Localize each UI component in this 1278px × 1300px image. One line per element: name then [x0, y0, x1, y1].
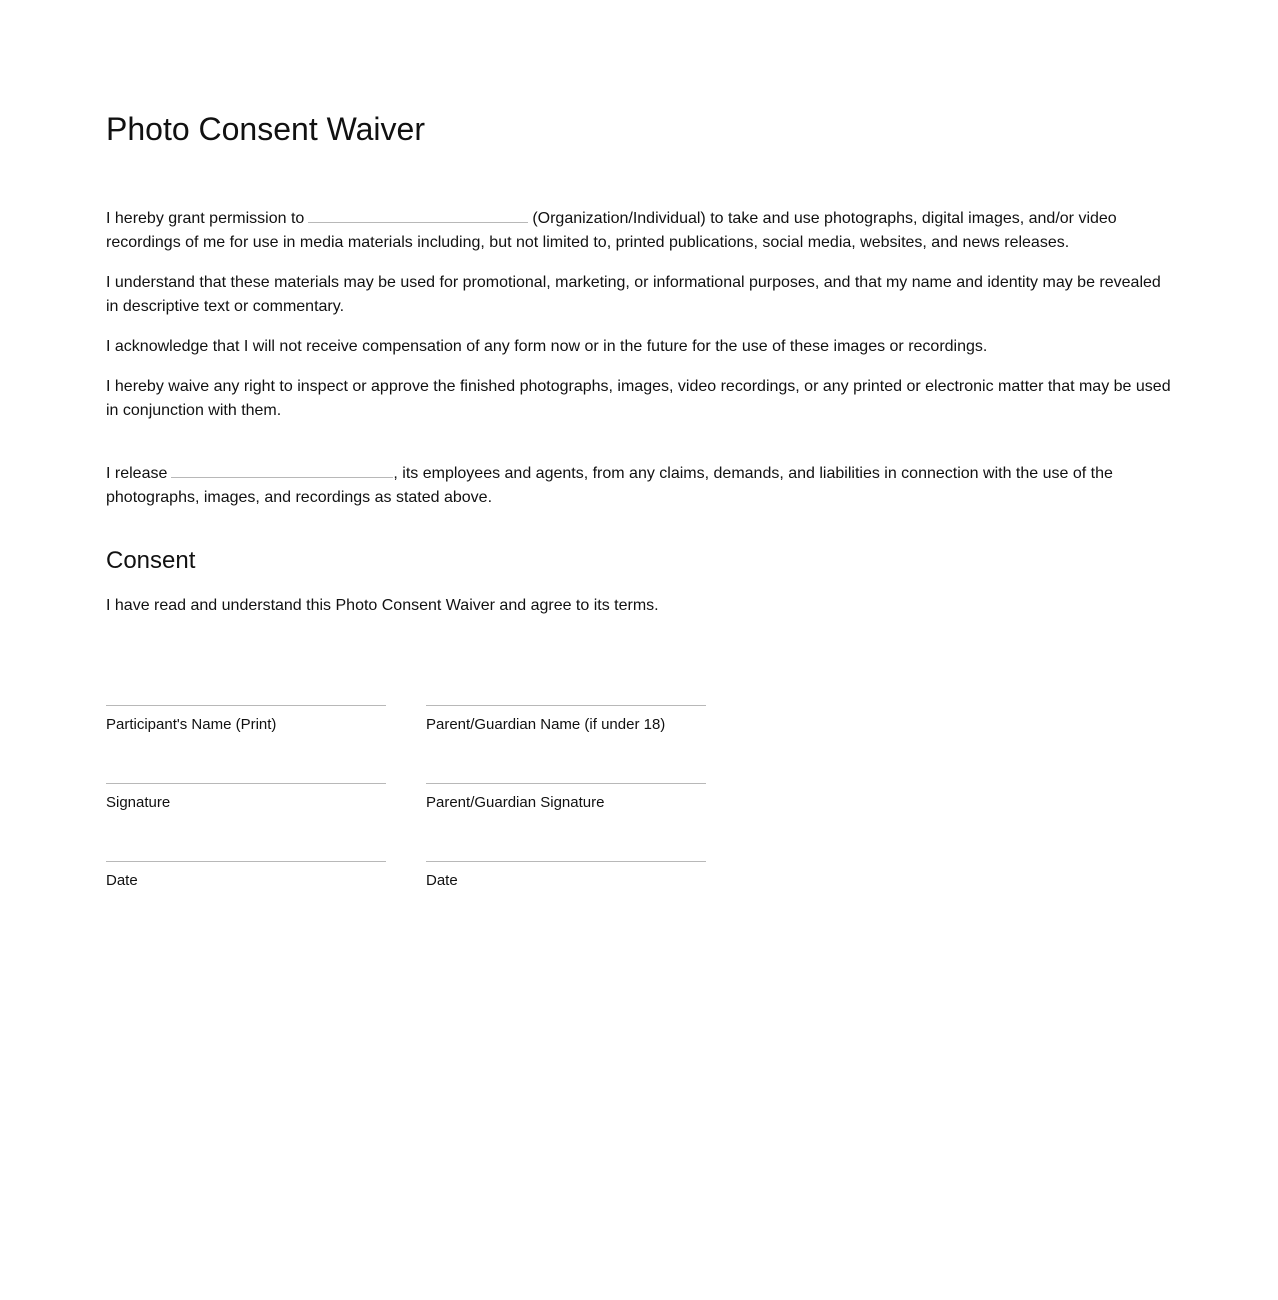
consent-statement: I have read and understand this Photo Consent Waiver and agree to its terms. — [106, 597, 659, 614]
guardian-date-label: Date — [426, 872, 458, 889]
permission-text-end: (Organization/Individual) to take and use photographs, digital images, and/or video recordings of me for use in media materials including, but not limited to, printed publications, social media, websites, and news releases. — [106, 210, 1117, 251]
page-title: Photo Consent Waiver — [106, 111, 425, 147]
guardian-name-line[interactable] — [426, 705, 706, 706]
guardian-date-line[interactable] — [426, 861, 706, 862]
signature-field[interactable] — [106, 783, 386, 813]
participant-date-label: Date — [106, 872, 138, 889]
guardian-date-field[interactable] — [426, 861, 706, 891]
signature-line[interactable] — [106, 783, 386, 784]
release-blank-field[interactable] — [171, 463, 393, 478]
participant-name-label: Participant's Name (Print) — [106, 716, 277, 733]
participant-name-field[interactable] — [106, 705, 386, 735]
release-text-end: , its employees and agents, from any claims, demands, and liabilities in connection with the use of the photographs, images, and recordings as stated above. — [106, 465, 1113, 506]
organization-blank-field[interactable] — [308, 208, 528, 223]
usage-paragraph: I understand that these materials may be used for promotional, marketing, or informational purposes, and that my name and identity may be revealed in descriptive text or commentary. — [106, 274, 1161, 315]
release-paragraph — [106, 462, 1176, 510]
guardian-name-label: Parent/Guardian Name (if under 18) — [426, 716, 666, 733]
consent-heading: Consent — [106, 547, 196, 574]
release-text-start: I release — [106, 465, 168, 482]
permission-paragraph — [106, 207, 1176, 255]
participant-date-line[interactable] — [106, 861, 386, 862]
compensation-paragraph: I acknowledge that I will not receive compensation of any form now or in the future for the use of these images or recordings. — [106, 338, 988, 355]
participant-date-field[interactable] — [106, 861, 386, 891]
guardian-signature-line[interactable] — [426, 783, 706, 784]
guardian-name-field[interactable] — [426, 705, 706, 735]
permission-text-start: I hereby grant permission to — [106, 210, 305, 227]
participant-name-line[interactable] — [106, 705, 386, 706]
signature-label: Signature — [106, 794, 171, 811]
guardian-signature-label: Parent/Guardian Signature — [426, 794, 605, 811]
guardian-signature-field[interactable] — [426, 783, 706, 813]
waiver-paragraph: I hereby waive any right to inspect or approve the finished photographs, images, video recordings, or any printed or electronic matter that may be used in conjunction with them. — [106, 378, 1171, 419]
